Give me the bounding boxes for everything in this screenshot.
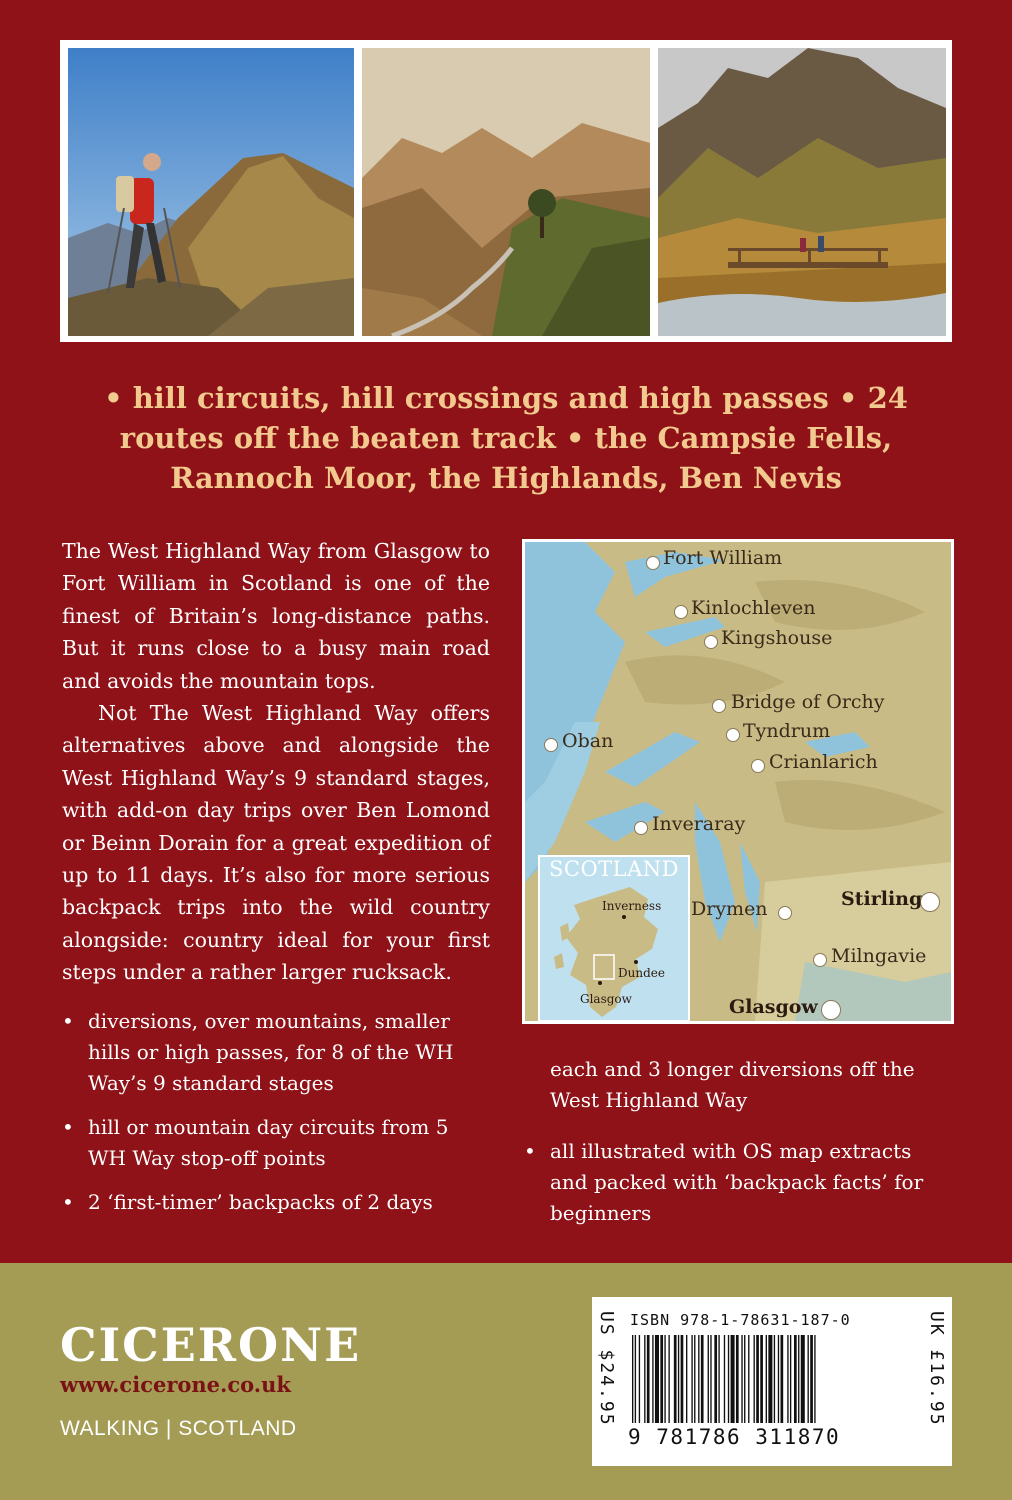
feature-list-right — [524, 1136, 954, 1242]
place-crianlarich: Crianlarich — [769, 751, 878, 773]
book-category: WALKING | SCOTLAND — [60, 1417, 297, 1440]
barcode-bar — [647, 1335, 650, 1423]
barcode — [632, 1335, 894, 1423]
route-map — [522, 539, 954, 1024]
place-dot — [712, 699, 726, 713]
place-dot — [821, 1000, 841, 1020]
barcode-bar — [741, 1335, 742, 1423]
barcode-bar — [678, 1335, 679, 1423]
barcode-bar — [708, 1335, 709, 1423]
barcode-bar — [660, 1335, 663, 1423]
list-item: • all illustrated with OS map extracts and packed with ‘backpack facts’ for beginners — [524, 1139, 924, 1225]
ean-number: 9 781786 311870 — [628, 1425, 841, 1449]
barcode-bar — [781, 1335, 784, 1423]
barcode-bar — [760, 1335, 763, 1423]
place-drymen: Drymen — [691, 898, 768, 920]
place-inveraray: Inveraray — [652, 813, 746, 835]
barcode-bar — [639, 1335, 640, 1423]
barcode-bar — [728, 1335, 729, 1423]
place-dot — [704, 635, 718, 649]
barcode-bar — [714, 1335, 717, 1423]
barcode-bar — [701, 1335, 704, 1423]
place-dot — [674, 605, 688, 619]
barcode-bar — [644, 1335, 645, 1423]
barcode-bar — [632, 1335, 633, 1423]
place-oban: Oban — [562, 730, 614, 752]
barcode-bar — [748, 1335, 749, 1423]
place-tyndrum: Tyndrum — [743, 720, 831, 742]
barcode-panel — [592, 1297, 952, 1466]
place-dot — [813, 953, 827, 967]
place-milngavie: Milngavie — [831, 945, 927, 967]
barcode-bar — [798, 1335, 799, 1423]
tagline: • hill circuits, hill crossings and high passes • 24 routes off the beaten track • the Campsie Fells, Rannoch Moor, the Highlands, Ben Nevis — [104, 381, 908, 495]
barcode-bar — [814, 1335, 815, 1423]
barcode-bar — [724, 1335, 725, 1423]
barcode-bar — [652, 1335, 653, 1423]
barcode-bar — [778, 1335, 779, 1423]
place-bridge-of-orchy: Bridge of Orchy — [731, 691, 885, 713]
barcode-bar — [691, 1335, 692, 1423]
place-glasgow: Glasgow — [729, 996, 818, 1018]
feature-list-left — [62, 1006, 490, 1231]
barcode-bar — [766, 1335, 767, 1423]
barcode-bar — [731, 1335, 735, 1423]
barcode-bar — [756, 1335, 759, 1423]
price-us: US $24.95 — [596, 1311, 617, 1427]
place-dot — [920, 892, 940, 912]
barcode-bar — [736, 1335, 739, 1423]
barcode-bar — [790, 1335, 791, 1423]
photo-hiker-ridge — [68, 48, 354, 336]
place-kingshouse: Kingshouse — [721, 627, 833, 649]
place-dot — [778, 906, 792, 920]
barcode-bar — [635, 1335, 636, 1423]
list-item: • hill or mountain day circuits from 5 WH Way stop-off points — [62, 1115, 449, 1170]
barcode-bar — [655, 1335, 659, 1423]
list-item: • 2 ‘first-timer’ backpacks of 2 days — [62, 1190, 433, 1214]
place-dot — [751, 759, 765, 773]
price-uk: UK £16.95 — [926, 1311, 947, 1427]
barcode-bar — [664, 1335, 665, 1423]
inset-label-glasgow: Glasgow — [580, 992, 632, 1006]
barcode-bar — [694, 1335, 695, 1423]
barcode-bar — [808, 1335, 809, 1423]
place-fort-william: Fort William — [663, 547, 783, 569]
barcode-bar — [674, 1335, 677, 1423]
intro-paragraph-2: Not The West Highland Way offers alternatives above and alongside the West Highland Way’s 9 standard stages, with add-on day trips over Ben Lomond or Beinn Dorain for a great expedition of up to 11 days. It’s also for more serious backpack trips into the wild country alongside: country ideal for your first steps under a rather larger rucksack. — [62, 701, 490, 985]
place-dot — [646, 556, 660, 570]
barcode-bar — [668, 1335, 669, 1423]
place-kinlochleven: Kinlochleven — [691, 597, 816, 619]
isbn-number: ISBN 978-1-78631-187-0 — [630, 1311, 851, 1329]
barcode-bar — [698, 1335, 699, 1423]
intro-paragraph-1: The West Highland Way from Glasgow to Fort William in Scotland is one of the finest of Britain’s long-distance paths. But it runs close to a busy main road and avoids the mountain tops. — [62, 539, 490, 693]
photo-strip — [60, 40, 952, 342]
place-dot — [726, 728, 740, 742]
barcode-bar — [718, 1335, 719, 1423]
barcode-bar — [768, 1335, 772, 1423]
list-item: • diversions, over mountains, smaller hills or high passes, for 8 of the WH Way’s 9 standard stages — [62, 1009, 454, 1095]
barcode-bar — [774, 1335, 775, 1423]
barcode-bar — [681, 1335, 684, 1423]
publisher-logo: CICERONE — [60, 1318, 362, 1372]
place-stirling: Stirling — [841, 888, 923, 910]
inset-label-inverness: Inverness — [602, 899, 662, 913]
barcode-bar — [686, 1335, 687, 1423]
inset-title: SCOTLAND — [549, 857, 679, 881]
photo-footbridge — [658, 48, 946, 336]
feature-list-continuation: each and 3 longer diversions off the West Highland Way — [550, 1057, 915, 1112]
place-dot — [544, 738, 558, 752]
barcode-bar — [787, 1335, 788, 1423]
photo-glen-tree — [362, 48, 650, 336]
barcode-bar — [710, 1335, 711, 1423]
map-area — [525, 542, 951, 1021]
place-dot — [634, 821, 648, 835]
scotland-inset-map — [538, 855, 690, 1021]
barcode-bar — [794, 1335, 797, 1423]
intro-text — [62, 535, 490, 989]
barcode-bar — [810, 1335, 813, 1423]
inset-label-dundee: Dundee — [618, 966, 665, 980]
barcode-bar — [801, 1335, 805, 1423]
publisher-url: www.cicerone.co.uk — [60, 1372, 291, 1397]
barcode-bar — [744, 1335, 745, 1423]
barcode-bar — [754, 1335, 755, 1423]
